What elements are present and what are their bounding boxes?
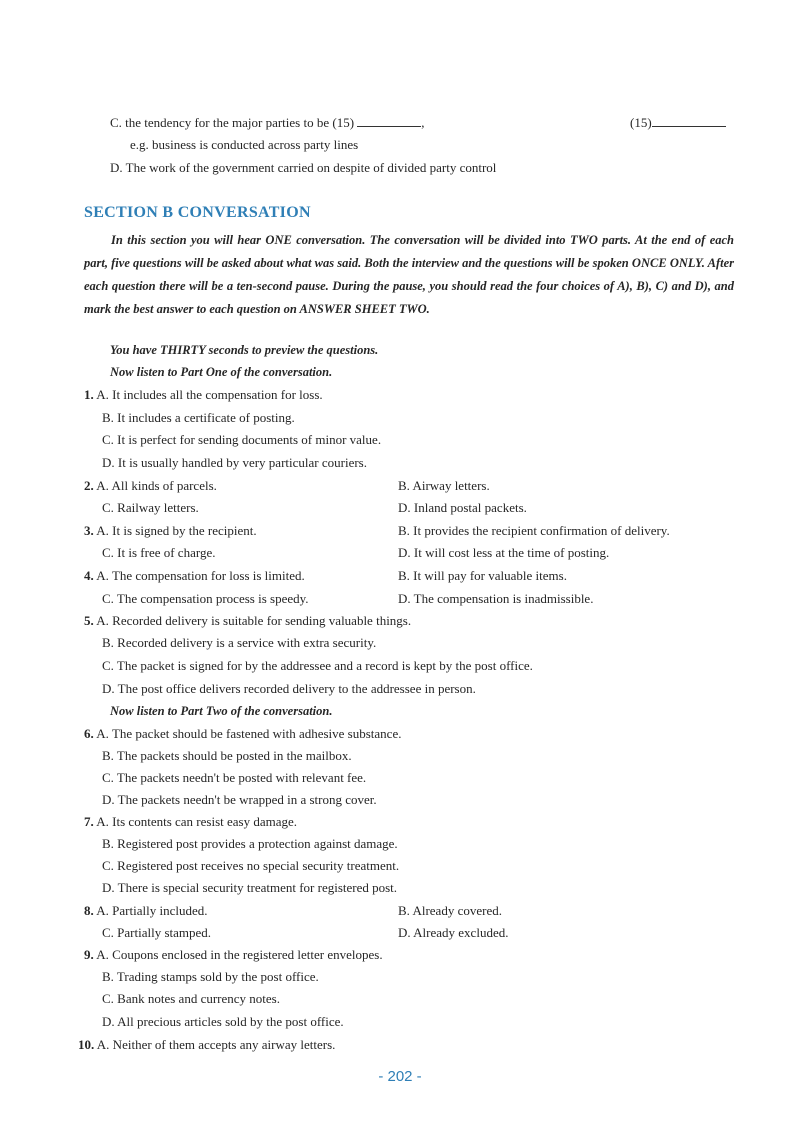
question-3-option-c: C. It is free of charge. xyxy=(102,545,216,560)
option-c-line xyxy=(110,114,425,132)
preview-note: You have THIRTY seconds to preview the questions. xyxy=(110,343,379,357)
question-1-option-a xyxy=(84,386,323,404)
question-10-number: 10. xyxy=(78,1037,95,1052)
option-text: A. Coupons enclosed in the registered letter envelopes. xyxy=(96,947,383,962)
question-7-option-d: D. There is special security treatment for registered post. xyxy=(102,880,398,895)
question-4-option-a xyxy=(84,567,305,585)
question-3-option-b: B. It provides the recipient confirmation of delivery. xyxy=(398,523,670,538)
question-9-option-d: D. All precious articles sold by the post office. xyxy=(102,1014,344,1029)
question-9-option-c: C. Bank notes and currency notes. xyxy=(102,991,280,1006)
question-8-option-c: C. Partially stamped. xyxy=(102,925,212,940)
question-8-number: 8. xyxy=(84,903,94,918)
question-2-option-d: D. Inland postal packets. xyxy=(398,500,527,515)
question-2-option-a xyxy=(84,477,217,495)
question-4-option-c: C. The compensation process is speedy. xyxy=(102,591,309,606)
part-two-note: Now listen to Part Two of the conversation. xyxy=(110,704,333,718)
question-8-option-a xyxy=(84,902,208,920)
option-c-text: C. the tendency for the major parties to be (15) xyxy=(110,115,355,130)
question-7-number: 7. xyxy=(84,814,94,829)
question-1-option-c: C. It is perfect for sending documents of minor value. xyxy=(102,432,382,447)
section-heading: SECTION B CONVERSATION xyxy=(84,204,311,221)
option-text: A. The packet should be fastened with adhesive substance. xyxy=(96,726,402,741)
question-9-option-b: B. Trading stamps sold by the post office. xyxy=(102,969,319,984)
question-2-option-c: C. Railway letters. xyxy=(102,500,199,515)
question-5-option-a xyxy=(84,612,411,630)
question-5-number: 5. xyxy=(84,613,94,628)
section-instructions: In this section you will hear ONE conversation. The conversation will be divided into TWO parts. At the end of each part, five questions will be asked about what was said. Both the interview and the questions will be spoken ONCE ONLY. After each question there will be a ten-second pause. During the pause, you should read the four choices of A), B), C) and D), and mark the best answer to each question on ANSWER SHEET TWO. xyxy=(84,233,734,316)
option-text: A. Partially included. xyxy=(96,903,208,918)
option-text: A. It includes all the compensation for loss. xyxy=(96,387,323,402)
question-6-option-a xyxy=(84,725,401,743)
question-7-option-b: B. Registered post provides a protection against damage. xyxy=(102,836,398,851)
question-2-number: 2. xyxy=(84,478,94,493)
question-3-option-d: D. It will cost less at the time of posting. xyxy=(398,545,610,560)
option-text: A. The compensation for loss is limited. xyxy=(96,568,305,583)
question-8-option-b: B. Already covered. xyxy=(398,903,502,918)
option-d-line: D. The work of the government carried on despite of divided party control xyxy=(110,160,497,175)
option-text: A. It is signed by the recipient. xyxy=(96,523,257,538)
question-4-option-d: D. The compensation is inadmissible. xyxy=(398,591,594,606)
option-text: A. Its contents can resist easy damage. xyxy=(96,814,298,829)
question-7-option-c: C. Registered post receives no special security treatment. xyxy=(102,858,400,873)
question-4-option-b: B. It will pay for valuable items. xyxy=(398,568,567,583)
right-answer-blank[interactable] xyxy=(652,114,726,127)
question-10-option-a xyxy=(78,1036,335,1054)
page-number: - 202 - xyxy=(378,1068,422,1085)
question-8-option-d: D. Already excluded. xyxy=(398,925,509,940)
question-5-option-d: D. The post office delivers recorded delivery to the addressee in person. xyxy=(102,681,476,696)
question-7-option-a xyxy=(84,813,297,831)
question-4-number: 4. xyxy=(84,568,94,583)
part-one-note: Now listen to Part One of the conversation. xyxy=(110,365,333,379)
question-6-option-c: C. The packets needn't be posted with relevant fee. xyxy=(102,770,367,785)
option-c-comma: , xyxy=(421,115,425,130)
question-1-option-d: D. It is usually handled by very particular couriers. xyxy=(102,455,367,470)
right-blank-15 xyxy=(630,114,726,132)
question-6-option-d: D. The packets needn't be wrapped in a strong cover. xyxy=(102,792,377,807)
example-line: e.g. business is conducted across party lines xyxy=(130,137,359,152)
question-5-option-b: B. Recorded delivery is a service with extra security. xyxy=(102,635,377,650)
option-text: A. Recorded delivery is suitable for sending valuable things. xyxy=(96,613,412,628)
question-9-number: 9. xyxy=(84,947,94,962)
question-1-number: 1. xyxy=(84,387,94,402)
question-3-number: 3. xyxy=(84,523,94,538)
question-1-option-b: B. It includes a certificate of posting. xyxy=(102,410,295,425)
question-9-option-a xyxy=(84,946,383,964)
right-blank-label: (15) xyxy=(630,115,652,130)
question-5-option-c: C. The packet is signed for by the addressee and a record is kept by the post office. xyxy=(102,658,533,673)
option-text: A. Neither of them accepts any airway letters. xyxy=(96,1037,336,1052)
answer-blank-15[interactable] xyxy=(357,114,421,127)
option-text: A. All kinds of parcels. xyxy=(96,478,217,493)
question-2-option-b: B. Airway letters. xyxy=(398,478,490,493)
question-6-option-b: B. The packets should be posted in the mailbox. xyxy=(102,748,352,763)
question-3-option-a xyxy=(84,522,257,540)
question-6-number: 6. xyxy=(84,726,94,741)
